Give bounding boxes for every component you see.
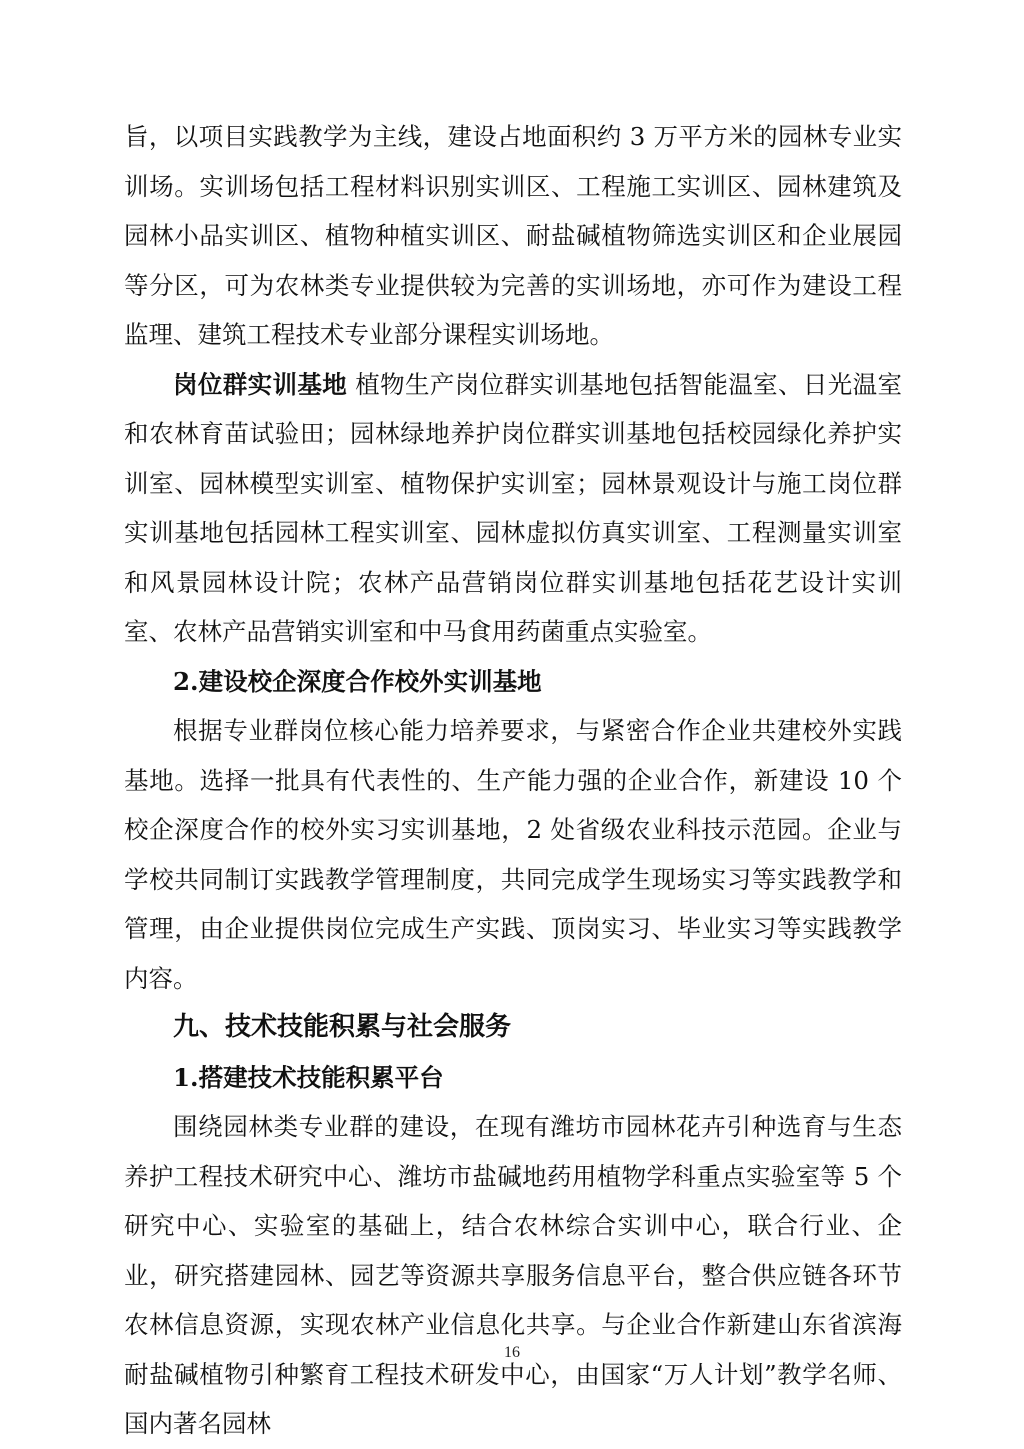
subheading-platform: 1.搭建技术技能积累平台 [173,1062,444,1092]
page-number: 16 [504,1344,520,1361]
paragraph-post-group-bases [124,360,902,657]
body-text [124,112,902,1449]
paragraph-platform: 围绕园林类专业群的建设，在现有潍坊市园林花卉引种选育与生态养护工程技术研究中心、潍坊市盐碱地药用植物学科重点实验室等 5 个研究中心、实验室的基础上，结合农林综合实训中心，联合行业、企业，研究搭建园林、园艺等资源共享服务信息平台，整合供应链各环节农林信息资源，实现农林产业信息化共享。与企业合作新建山东省滨海耐盐碱植物引种繁育工程技术研发中心，由国家“万人计划”教学名师、国内著名园林 [124,1112,902,1438]
section-heading-nine: 九、技术技能积累与社会服务 [173,1012,512,1042]
paragraph-body: 植物生产岗位群实训基地包括智能温室、日光温室和农林育苗试验田；园林绿地养护岗位群实训基地包括校园绿化养护实训室、园林模型实训室、植物保护实训室；园林景观设计与施工岗位群实训基地包括园林工程实训室、园林虚拟仿真实训室、工程测量实训室和风景园林设计院；农林产品营销岗位群实训基地包括花艺设计实训室、农林产品营销实训室和中马食用药菌重点实验室。 [124,369,902,646]
paragraph-lead-term: 岗位群实训基地 [173,369,348,399]
paragraph-external-bases: 根据专业群岗位核心能力培养要求，与紧密合作企业共建校外实践基地。选择一批具有代表性的、生产能力强的企业合作，新建设 10 个校企深度合作的校外实习实训基地，2 处省级农业科技示范园。企业与学校共同制订实践教学管理制度，共同完成学生现场实习等实践教学和管理，由企业提供岗位完成生产实践、顶岗实习、毕业实习等实践教学内容。 [124,716,902,993]
subheading-external-bases: 2.建设校企深度合作校外实训基地 [173,666,542,696]
paragraph-training-field: 旨，以项目实践教学为主线，建设占地面积约 3 万平方米的园林专业实训场。实训场包括工程材料识别实训区、工程施工实训区、园林建筑及园林小品实训区、植物种植实训区、耐盐碱植物筛选实训区和企业展园等分区，可为农林类专业提供较为完善的实训场地，亦可作为建设工程监理、建筑工程技术专业部分课程实训场地。 [124,122,902,349]
